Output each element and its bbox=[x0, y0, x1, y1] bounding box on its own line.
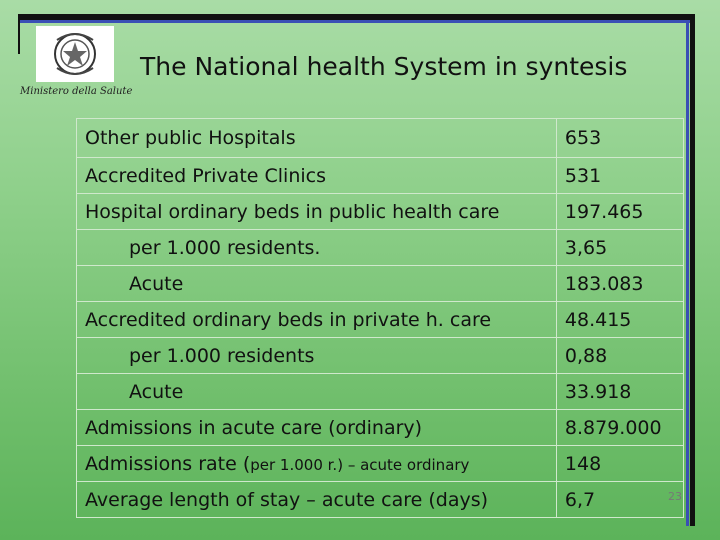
page-title: The National health System in syntesis bbox=[140, 52, 628, 81]
table-row bbox=[77, 119, 684, 158]
row-label: Acute bbox=[77, 374, 557, 410]
row-value: 6,7 bbox=[556, 482, 683, 518]
row-value: 531 bbox=[556, 158, 683, 194]
row-value: 33.918 bbox=[556, 374, 683, 410]
row-value: 3,65 bbox=[556, 230, 683, 266]
row-label: per 1.000 residents bbox=[77, 338, 557, 374]
health-system-table bbox=[76, 118, 684, 518]
row-label: Other public Hospitals bbox=[77, 119, 557, 158]
row-label: Average length of stay – acute care (days) bbox=[77, 482, 557, 518]
row-label: Hospital ordinary beds in public health care bbox=[77, 194, 557, 230]
row-value: 148 bbox=[556, 446, 683, 482]
table-row bbox=[77, 158, 684, 194]
row-value: 183.083 bbox=[556, 266, 683, 302]
frame-top-accent bbox=[18, 20, 694, 23]
table-row bbox=[77, 338, 684, 374]
frame-left-tick bbox=[18, 14, 20, 54]
emblem-icon bbox=[47, 28, 103, 80]
row-label bbox=[77, 446, 557, 482]
row-value: 8.879.000 bbox=[556, 410, 683, 446]
row-value: 0,88 bbox=[556, 338, 683, 374]
frame-right-bar bbox=[690, 14, 695, 526]
row-value: 197.465 bbox=[556, 194, 683, 230]
table-row bbox=[77, 446, 684, 482]
table-row bbox=[77, 194, 684, 230]
table-row bbox=[77, 482, 684, 518]
ministry-name: Ministero della Salute bbox=[20, 86, 133, 97]
page-number: 23 bbox=[668, 490, 682, 503]
frame-right-accent bbox=[686, 20, 689, 526]
row-label: Accredited ordinary beds in private h. care bbox=[77, 302, 557, 338]
row-label: per 1.000 residents. bbox=[77, 230, 557, 266]
row-label-main: Admissions rate ( bbox=[85, 452, 251, 475]
row-label: Accredited Private Clinics bbox=[77, 158, 557, 194]
row-value: 48.415 bbox=[556, 302, 683, 338]
table-row bbox=[77, 266, 684, 302]
row-value: 653 bbox=[556, 119, 683, 158]
table-row bbox=[77, 302, 684, 338]
row-label: Acute bbox=[77, 266, 557, 302]
table-row bbox=[77, 374, 684, 410]
table-row bbox=[77, 410, 684, 446]
table-row bbox=[77, 230, 684, 266]
row-label-small: per 1.000 r.) – acute ordinary bbox=[250, 455, 470, 474]
ministry-emblem bbox=[36, 26, 114, 82]
row-label: Admissions in acute care (ordinary) bbox=[77, 410, 557, 446]
